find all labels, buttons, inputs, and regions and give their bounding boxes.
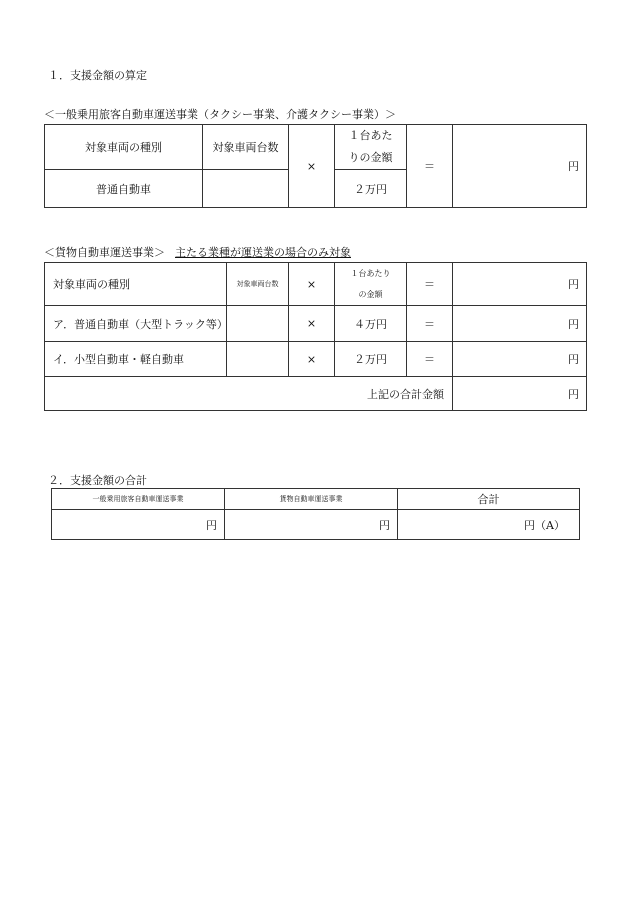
amount-field[interactable]: 円 (453, 342, 587, 377)
row-vehicle-type: 普通自動車 (45, 170, 203, 208)
equals-sign: ＝ (407, 125, 453, 208)
times-sign: × (289, 306, 335, 342)
col-unit-amount (335, 263, 407, 306)
amount-field[interactable]: 円 (453, 306, 587, 342)
col-unit-amount-line1: １台あた (348, 129, 393, 142)
times-sign: × (289, 342, 335, 377)
freight-header-amount-field[interactable]: 円 (453, 263, 587, 306)
passenger-table-title: ＜一般乗用旅客自動車運送事業（タクシー事業、介護タクシー事業）＞ (44, 108, 396, 121)
col-vehicle-count: 対象車両台数 (227, 263, 289, 306)
col-freight-business: 貨物自動車運送事業 (225, 489, 398, 510)
row-unit-amount: ２万円 (335, 170, 407, 208)
freight-total-field[interactable]: 円 (453, 377, 587, 411)
vehicle-count-field[interactable] (227, 306, 289, 342)
freight-note: 主たる業種が運送業の場合のみ対象 (175, 246, 351, 259)
col-passenger-business: 一般乗用旅客自動車運送事業 (52, 489, 225, 510)
freight-table (44, 262, 587, 411)
passenger-total-field[interactable]: 円 (52, 510, 225, 540)
grand-total-field[interactable]: 円（A） (398, 510, 580, 540)
passenger-table (44, 124, 587, 208)
table-row-vehicle-type: ア．普通自動車（大型トラック等） (45, 306, 227, 342)
total-label: 上記の合計金額 (45, 377, 453, 411)
col-unit-amount-line1: １台あたり (350, 269, 391, 278)
passenger-count-field[interactable] (203, 170, 289, 208)
summary-table (51, 488, 580, 540)
section1-heading: １．支援金額の算定 (48, 69, 147, 82)
equals-sign: ＝ (407, 263, 453, 306)
times-sign: × (289, 125, 335, 208)
freight-title-text: ＜貨物自動車運送事業＞ (44, 246, 165, 259)
freight-total-field[interactable]: 円 (225, 510, 398, 540)
col-total: 合計 (398, 489, 580, 510)
col-vehicle-type: 対象車両の種別 (45, 263, 227, 306)
col-vehicle-count: 対象車両台数 (203, 125, 289, 170)
col-unit-amount (335, 125, 407, 170)
table-row-unit-amount: ４万円 (335, 306, 407, 342)
table-row-vehicle-type: イ．小型自動車・軽自動車 (45, 342, 227, 377)
col-unit-amount-line2: りの金額 (348, 151, 393, 164)
section2-heading: ２．支援金額の合計 (48, 474, 147, 487)
table-row-unit-amount: ２万円 (335, 342, 407, 377)
passenger-amount-field[interactable]: 円 (453, 125, 587, 208)
times-sign: × (289, 263, 335, 306)
col-unit-amount-line2: の金額 (358, 290, 383, 299)
freight-table-title (44, 244, 351, 260)
vehicle-count-field[interactable] (227, 342, 289, 377)
col-vehicle-type: 対象車両の種別 (45, 125, 203, 170)
equals-sign: ＝ (407, 342, 453, 377)
equals-sign: ＝ (407, 306, 453, 342)
